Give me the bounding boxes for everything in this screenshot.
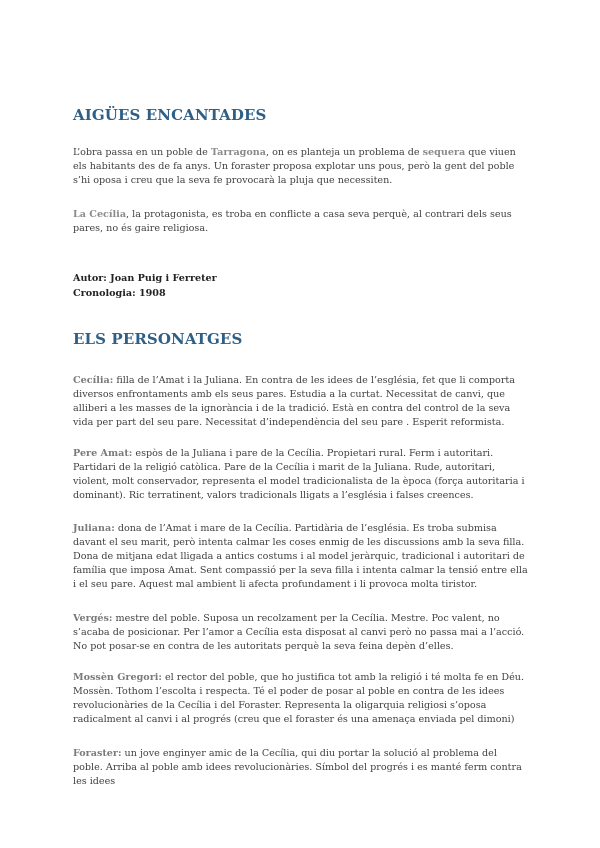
intro-text: , la protagonista, es troba en conflicte a casa seva perquè, al contrari dels seus pares, no és gaire religiosa. — [73, 209, 512, 234]
intro-paragraph-1 — [73, 146, 528, 188]
character-pere-amat — [73, 447, 528, 503]
intro-text: L’obra passa en un poble de — [73, 147, 211, 158]
intro-text: , on es planteja un problema de — [265, 147, 423, 158]
character-cecilia — [73, 374, 528, 430]
highlight-tarragona: Tarragona — [210, 147, 266, 158]
character-name: Vergés: — [73, 613, 113, 624]
character-name: Pere Amat: — [73, 448, 133, 459]
character-verges — [73, 612, 528, 654]
work-metadata — [73, 271, 528, 301]
character-foraster — [73, 747, 528, 789]
character-name: Mossèn Gregori: — [73, 672, 162, 683]
character-description: espòs de la Juliana i pare de la Cecília. Propietari rural. Ferm i autoritari. Partidari de la religió catòlica. Pare de la Cecília i marit de la Juliana. Rude, autoritari, violent, molt conservador, representa el model tradicionalista de la època (força autoritaria i dominant). Ric terratinent, valors tradicionals lligats a l’església i falses creences. — [73, 448, 525, 501]
intro-paragraph-2 — [73, 208, 528, 236]
character-description: mestre del poble. Suposa un recolzament per la Cecília. Mestre. Poc valent, no s’acaba de posicionar. Per l’amor a Cecília esta disposat al canvi però no passa mai a l’acció. No pot posar-se en contra de les autoritats perquè la seva feina depèn d’elles. — [73, 613, 525, 652]
character-mossen-gregori — [73, 671, 528, 727]
highlight-cecilia: La Cecília — [73, 209, 127, 220]
character-name: Foraster: — [73, 748, 122, 759]
character-description: un jove enginyer amic de la Cecília, qui diu portar la solució al problema del poble. Arriba al poble amb idees revolucionàries. Símbol del progrés i es manté ferm contra les idees — [73, 748, 522, 787]
intro-text: que viuen els habitants des de fa anys. Un foraster proposa explotar uns pous, però la gent del poble s’hi oposa i creu que la seva fe provocarà la pluja que necessiten. — [73, 147, 516, 186]
character-description: filla de l’Amat i la Juliana. En contra de les idees de l’església, fet que li comporta diversos enfrontaments amb els seus pares. Estudia a la curtat. Necessitat de canvi, que alliberi a les masses de la ignorància i de la tradició. Està en contra del control de la seva vida per part del seu pare. Necessitat d’independència del seu pare . Esperit reformista. — [73, 375, 515, 428]
character-name: Juliana: — [73, 523, 115, 534]
character-description: el rector del poble, que ho justifica tot amb la religió i té molta fe en Déu. Mossèn. Tothom l’escolta i respecta. Té el poder de posar al poble en contra de les idees revolucionàries de la Cecília i del Foraster. Representa la oligarquia religiosi s’oposa radicalment al canvi i al progrés (creu que el foraster és una amenaça enviada pel dimoni) — [73, 672, 525, 725]
section-title-els-personatges: ELS PERSONATGES — [73, 330, 243, 348]
character-name: Cecília: — [73, 375, 114, 386]
author-line: Autor: Joan Puig i Ferreter — [73, 273, 217, 284]
character-juliana — [73, 522, 528, 592]
highlight-sequera: sequera — [422, 147, 466, 158]
character-description: dona de l’Amat i mare de la Cecília. Partidària de l’església. Es troba submisa davant el seu marit, però intenta calmar les coses enmig de les discussions amb la seva filla. Dona de mitjana edat lligada a antics costums i al model jeràrquic, tradicional i autoritari de família que imposa Amat. Sent compassió per la seva filla i intenta calmar la tensió entre ella i el seu pare. Aquest mal ambient li afecta profundament i li provoca molta tiristor. — [73, 523, 528, 590]
section-title-aigues-encantades: AIGÜES ENCANTADES — [73, 106, 267, 124]
chronology-line: Cronologia: 1908 — [73, 288, 166, 299]
